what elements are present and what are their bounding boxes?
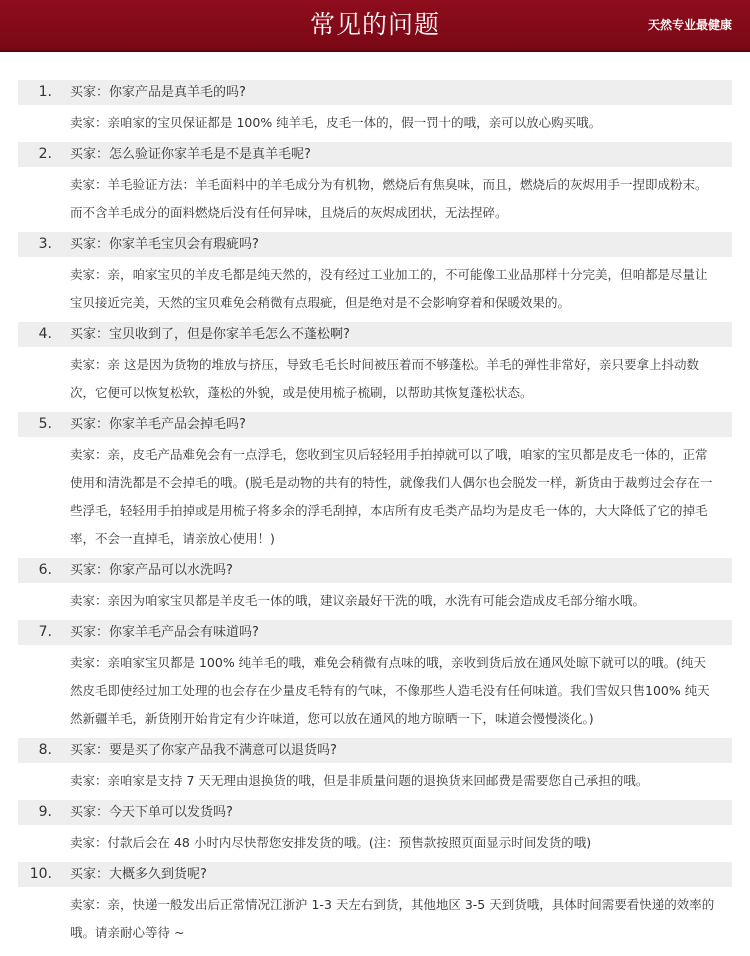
- faq-question-text: 买家：你家产品是真羊毛的吗?: [70, 85, 246, 100]
- faq-question: [18, 862, 732, 887]
- faq-question: [18, 800, 732, 825]
- faq-question: [18, 80, 732, 105]
- header-slogan: 天然专业最健康: [647, 18, 732, 32]
- page-header: [0, 0, 750, 52]
- faq-answer: 卖家：亲咱家的宝贝保证都是 100% 纯羊毛，皮毛一体的，假一罚十的哦，亲可以放心购买哦。: [70, 115, 602, 130]
- faq-answer: 卖家：亲，快递一般发出后正常情况江浙沪 1-3 天左右到货，其他地区 3-5 天到货哦，具体时间需要看快递的效率的哦。请亲耐心等待 ~: [70, 897, 715, 940]
- faq-number: 3.: [38, 236, 52, 252]
- faq-question-text: 买家：你家产品可以水洗吗?: [70, 563, 233, 578]
- faq-question: [18, 232, 732, 257]
- faq-number: 6.: [38, 562, 52, 578]
- faq-question-text: 买家：大概多久到货呢?: [70, 867, 207, 882]
- faq-question: [18, 620, 732, 645]
- faq-question-text: 买家：要是买了你家产品我不满意可以退货吗?: [70, 743, 337, 758]
- faq-answer: 卖家：亲因为咱家宝贝都是羊皮毛一体的哦，建议亲最好干洗的哦，水洗有可能会造成皮毛部分缩水哦。: [70, 593, 646, 608]
- faq-number: 8.: [38, 742, 52, 758]
- faq-answer: 卖家：亲，咱家宝贝的羊皮毛都是纯天然的，没有经过工业加工的，不可能像工业品那样十分完美，但咱都是尽量让宝贝接近完美，天然的宝贝难免会稍微有点瑕疵，但是绝对是不会影响穿着和保暖效果的。: [70, 267, 708, 310]
- faq-number: 9.: [38, 804, 52, 820]
- faq-number: 10.: [29, 866, 52, 882]
- faq-question: [18, 322, 732, 347]
- faq-list: [18, 80, 732, 952]
- faq-question: [18, 412, 732, 437]
- faq-answer: 卖家：亲咱家宝贝都是 100% 纯羊毛的哦，难免会稍微有点味的哦，亲收到货后放在通风处晾下就可以的哦。(纯天然皮毛即使经过加工处理的也会存在少量皮毛特有的气味，不像那些人造毛没有任何味道。我们雪奴只售100% 纯天然新疆羊毛，新货刚开始肯定有少许味道，您可以放在通风的地方晾晒一下，味道会慢慢淡化。): [70, 655, 710, 726]
- faq-number: 2.: [38, 146, 52, 162]
- faq-answer: 卖家：羊毛验证方法：羊毛面料中的羊毛成分为有机物，燃烧后有焦臭味，而且，燃烧后的灰烬用手一捏即成粉末。而不含羊毛成分的面料燃烧后没有任何异味，且烧后的灰烬成团状，无法捏碎。: [70, 177, 708, 220]
- faq-question-text: 买家：你家羊毛产品会有味道吗?: [70, 625, 259, 640]
- page-title: 常见的问题: [309, 10, 440, 39]
- faq-question: [18, 738, 732, 763]
- faq-number: 1.: [38, 84, 52, 100]
- faq-question-text: 买家：怎么验证你家羊毛是不是真羊毛呢?: [70, 147, 311, 162]
- faq-question-text: 买家：你家羊毛宝贝会有瑕疵吗?: [70, 237, 259, 252]
- faq-answer: 卖家：付款后会在 48 小时内尽快帮您安排发货的哦。(注：预售款按照页面显示时间发货的哦): [70, 835, 592, 850]
- faq-question-text: 买家：今天下单可以发货吗?: [70, 805, 233, 820]
- faq-question-text: 买家：你家羊毛产品会掉毛吗?: [70, 417, 246, 432]
- faq-number: 4.: [38, 326, 52, 342]
- faq-question: [18, 142, 732, 167]
- faq-number: 5.: [38, 416, 52, 432]
- faq-question-text: 买家：宝贝收到了，但是你家羊毛怎么不蓬松啊?: [70, 327, 350, 342]
- faq-answer: 卖家：亲，皮毛产品难免会有一点浮毛，您收到宝贝后轻轻用手拍掉就可以了哦，咱家的宝贝都是皮毛一体的，正常使用和清洗都是不会掉毛的哦。(脱毛是动物的共有的特性，就像我们人偶尔也会脱发一样，新货由于裁剪过会存在一些浮毛，轻轻用手拍掉或是用梳子将多余的浮毛刮掉，本店所有皮毛类产品均为是皮毛一体的，大大降低了它的掉毛率，不会一直掉毛，请亲放心使用！): [70, 447, 713, 546]
- faq-question: [18, 558, 732, 583]
- faq-answer: 卖家：亲咱家是支持 7 天无理由退换货的哦，但是非质量问题的退换货来回邮费是需要您自己承担的哦。: [70, 773, 649, 788]
- faq-number: 7.: [38, 624, 52, 640]
- faq-answer: 卖家：亲 这是因为货物的堆放与挤压，导致毛毛长时间被压着而不够蓬松。羊毛的弹性非常好，亲只要拿上抖动数次，它便可以恢复松软，蓬松的外貌，或是使用梳子梳刷，以帮助其恢复蓬松状态。: [70, 357, 699, 400]
